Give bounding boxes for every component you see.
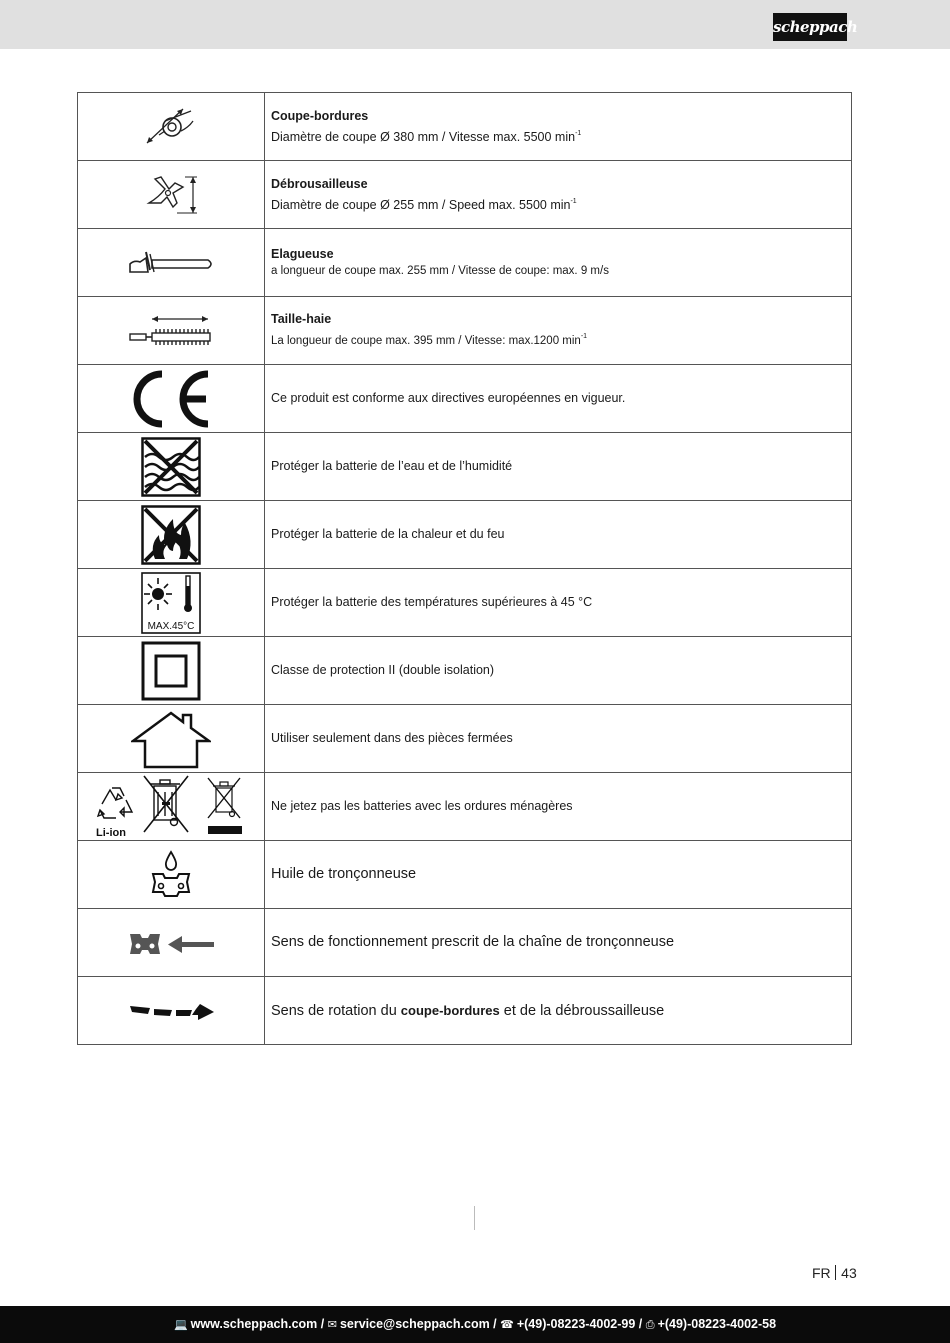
chain-oil-icon — [141, 848, 201, 902]
row-text: Huile de tronçonneuse — [271, 866, 417, 882]
phone-number: +(49)-08223-4002-99 — [516, 1317, 636, 1331]
max-temperature-label: MAX.45°C — [147, 620, 195, 632]
row-title: Elagueuse — [271, 246, 334, 261]
row-text: Utiliser seulement dans des pièces fermées — [271, 731, 513, 745]
row-text: Protéger la batterie de l’eau et de l’humidité — [271, 459, 513, 473]
trimmer-cutting-diameter-icon — [141, 105, 201, 149]
divider — [835, 1265, 837, 1280]
page-number — [812, 1265, 857, 1281]
page-number-value: 43 — [841, 1265, 857, 1281]
indoor-use-house-icon — [131, 709, 211, 769]
table-row — [78, 501, 852, 569]
fax-icon: ⎙ — [645, 1319, 655, 1331]
table-row — [78, 161, 852, 229]
computer-icon: 💻 — [173, 1319, 188, 1331]
brushcutter-blade-diameter-icon — [141, 173, 201, 217]
max-temperature-icon — [141, 572, 201, 634]
rotation-direction-icon — [126, 1000, 216, 1022]
row-text: Sens de rotation du coupe-bordures et de la débroussailleuse — [271, 1002, 665, 1019]
table-row — [78, 365, 852, 433]
phone-icon: ☎ — [500, 1319, 514, 1331]
table-row — [78, 433, 852, 501]
li-ion-label: Li-ion — [96, 826, 126, 839]
row-text: Ne jetez pas les batteries avec les ordures ménagères — [271, 799, 573, 813]
chain-direction-icon — [126, 928, 216, 958]
row-description: La longueur de coupe max. 395 mm / Vitesse: max.1200 $\min^{-1}$ — [271, 333, 588, 347]
row-text: Classe de protection II (double isolation) — [271, 663, 495, 677]
ce-mark-icon — [126, 368, 216, 430]
row-title: Coupe-bordures — [271, 108, 369, 123]
website-link[interactable]: www.scheppach.com — [190, 1317, 318, 1331]
symbol-table — [77, 92, 852, 1045]
email-icon: ✉ — [327, 1319, 337, 1331]
row-text: Protéger la batterie de la chaleur et du feu — [271, 527, 505, 541]
table-row — [78, 841, 852, 909]
table-row — [78, 229, 852, 297]
row-description: a longueur de coupe max. 255 mm / Vitesse de coupe: max. 9 m/s — [271, 264, 609, 277]
table-row — [78, 93, 852, 161]
no-fire-icon — [141, 505, 201, 565]
row-title: Taille-haie — [271, 312, 332, 326]
contact-footer: 💻 www.scheppach.com / ✉ service@scheppach.com / ☎ +(49)-08223-4002-99 / ⎙ +(49)-08223-4002-58 — [0, 1306, 950, 1343]
protection-class-2-icon — [141, 641, 201, 701]
row-text: Ce produit est conforme aux directives européennes en vigueur. — [271, 391, 626, 405]
email-link[interactable]: service@scheppach.com — [339, 1317, 490, 1331]
row-title: Débrousailleuse — [271, 176, 368, 191]
scheppach-logo: scheppach — [773, 13, 847, 41]
pruner-chainsaw-icon — [126, 246, 216, 280]
language-code: FR — [812, 1265, 831, 1281]
row-text: Protéger la batterie des températures supérieures à 45 °C — [271, 595, 593, 609]
row-text: Sens de fonctionnement prescrit de la chaîne de tronçonneuse — [271, 934, 675, 950]
center-divider — [474, 1206, 475, 1230]
fax-number: +(49)-08223-4002-58 — [657, 1317, 777, 1331]
no-water-icon — [141, 437, 201, 497]
table-row — [78, 773, 852, 841]
table-row — [78, 977, 852, 1045]
table-row — [78, 297, 852, 365]
row-description: Diamètre de coupe Ø 255 mm / Speed max. 5500 $\min^{-1}$ — [271, 197, 577, 212]
hedge-trimmer-length-icon — [126, 311, 216, 351]
table-row — [78, 705, 852, 773]
row-description: Diamètre de coupe Ø 380 mm / Vitesse max. 5500 $\min^{-1}$ — [271, 129, 582, 144]
recycling-li-ion-bin-icon — [86, 774, 256, 840]
table-row — [78, 637, 852, 705]
table-row — [78, 569, 852, 637]
table-row — [78, 909, 852, 977]
